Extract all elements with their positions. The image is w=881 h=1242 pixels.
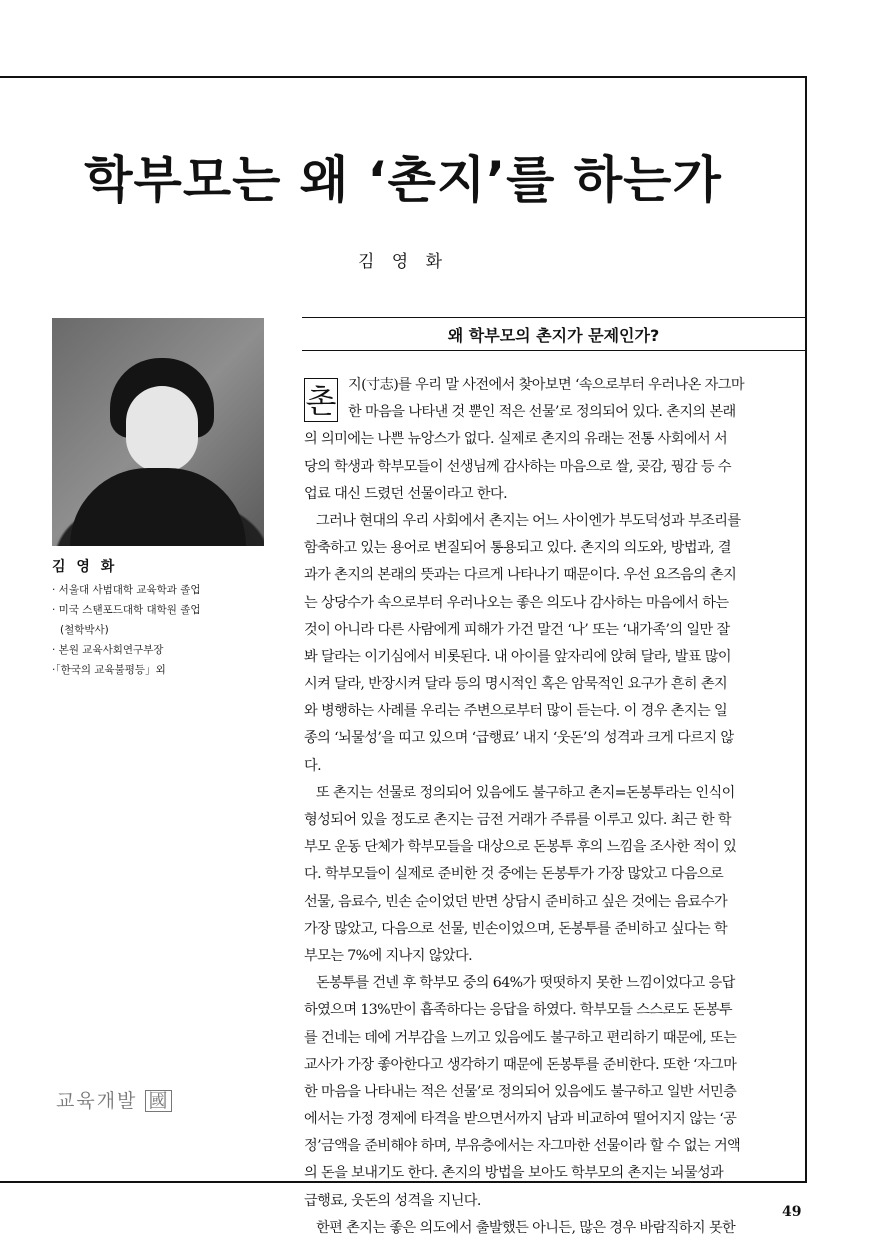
section-rule-bottom (302, 350, 805, 351)
body-line: 또 촌지는 선물로 정의되어 있음에도 불구하고 촌지=돈봉투라는 인식이 (316, 784, 735, 801)
body-line: 부모는 7%에 지나지 않았다. (304, 947, 472, 964)
body-line: 것이 아니라 다른 사람에게 피해가 가건 말건 ‘나’ 또는 ‘내가족’의 일만 잘 (304, 621, 730, 638)
body-line: 를 건네는 데에 거부감을 느끼고 있음에도 불구하고 편리하기 때문에, 또는 (304, 1029, 737, 1046)
body-line: 는 상당수가 속으로부터 우러나오는 좋은 의도나 감사하는 마음에서 하는 (304, 594, 729, 611)
body-line: 에서는 가정 경제에 타격을 받으면서까지 남과 비교하여 떨어지지 않는 ‘공 (304, 1111, 737, 1128)
drop-cap: 촌 (304, 378, 338, 422)
body-line: 업료 대신 드렸던 선물이라고 한다. (304, 485, 508, 502)
logo-text: 교육개발 (56, 1090, 138, 1112)
logo-box: 國 (145, 1090, 172, 1112)
photo-body (70, 468, 246, 546)
body-line: 교사가 가장 좋아한다고 생각하기 때문에 돈봉투를 준비한다. 또한 ‘자그마 (304, 1056, 737, 1073)
body-line: 돈봉투를 건넨 후 학부모 중의 64%가 떳떳하지 못한 느낌이었다고 응답 (316, 975, 735, 992)
author-bio (52, 556, 267, 680)
author-photo (52, 318, 264, 546)
publisher-logo (56, 1086, 172, 1113)
bio-item: (철학박사) (60, 624, 109, 636)
body-line: 봐 달라는 이기심에서 비롯된다. 내 아이를 앞자리에 앉혀 달라, 발표 많이 (304, 648, 731, 665)
body-line: 선물, 음료수, 빈손 순이었던 반면 상담시 준비하고 싶은 것에는 음료수가 (304, 893, 728, 910)
body-line: 하였으며 13%만이 흡족하다는 응답을 하였다. 학부모들 스스로도 돈봉투 (304, 1002, 732, 1019)
article-title: 학부모는 왜 ‘촌지’를 하는가 (84, 151, 722, 209)
frame-top-rule (0, 76, 806, 78)
body-line: 와 병행하는 사례를 우리는 주변으로부터 많이 듣는다. 이 경우 촌지는 일 (304, 703, 728, 720)
body-line: 가장 많았고, 다음으로 선물, 빈손이었으며, 돈봉투를 준비하고 싶다는 학 (304, 920, 728, 937)
bio-item: · 서울대 사범대학 교육학과 졸업 (52, 584, 201, 596)
bio-item: · 미국 스탠포드대학 대학원 졸업 (52, 604, 201, 616)
photo-face (126, 386, 198, 472)
body-line: 종의 ‘뇌물성’을 띠고 있으며 ‘급행료’ 내지 ‘웃돈’의 성격과 크게 다르지 않 (304, 730, 734, 747)
body-line: 함축하고 있는 용어로 변질되어 통용되고 있다. 촌지의 의도와, 방법과, 결 (304, 540, 731, 557)
body-line: 정’금액을 준비해야 하며, 부유층에서는 자그마한 선물이라 할 수 없는 거액 (304, 1138, 741, 1155)
body-line: 한 마음을 나타내는 적은 선물’로 정의되어 있음에도 불구하고 일반 서민층 (304, 1083, 737, 1100)
section-rule-top (302, 317, 805, 318)
bio-item: ·「한국의 교육불평등」외 (52, 664, 166, 676)
bio-name: 김 영 화 (52, 559, 118, 575)
section-title: 왜 학부모의 촌지가 문제인가? (447, 326, 660, 345)
body-line: 과가 촌지의 본래의 뜻과는 다르게 나타나기 때문이다. 우선 요즈음의 촌지 (304, 567, 737, 584)
article-author: 김 영 화 (357, 252, 449, 272)
body-line: 의 돈을 보내기도 한다. 촌지의 방법을 보아도 학부모의 촌지는 뇌물성과 (304, 1165, 724, 1182)
body-line: 그러나 현대의 우리 사회에서 촌지는 어느 사이엔가 부도덕성과 부조리를 (316, 512, 741, 529)
body-line: 지(寸志)를 우리 말 사전에서 찾아보면 ‘속으로부터 우러나온 자그마 (348, 377, 744, 393)
body-line: 한편 촌지는 좋은 의도에서 출발했든 아니든, 많은 경우 바람직하지 못한 (316, 1219, 736, 1236)
page-number: 49 (782, 1204, 802, 1220)
bio-list (52, 580, 267, 680)
body-line: 다. 학부모들이 실제로 준비한 것 중에는 돈봉투가 가장 많았고 다음으로 (304, 866, 724, 883)
body-line: 다. (304, 757, 322, 774)
bio-item: · 본원 교육사회연구부장 (52, 644, 164, 656)
body-line: 한 마음을 나타낸 것 뿐인 적은 선물’로 정의되어 있다. 촌지의 본래 (348, 404, 736, 421)
body-line: 당의 학생과 학부모들이 선생님께 감사하는 마음으로 쌀, 곶감, 꿩감 등 수 (304, 458, 731, 475)
body-line: 부모 운동 단체가 학부모들을 대상으로 돈봉투 후의 느낌을 조사한 적이 있 (304, 839, 737, 856)
body-line: 의 의미에는 나쁜 뉴앙스가 없다. 실제로 촌지의 유래는 전통 사회에서 서 (304, 431, 728, 448)
frame-right-rule (805, 76, 807, 1182)
body-line: 시켜 달라, 반장시켜 달라 등의 명시적인 혹은 암묵적인 요구가 흔히 촌지 (304, 676, 728, 693)
article-body (304, 372, 800, 1242)
body-line: 급행료, 웃돈의 성격을 지닌다. (304, 1192, 481, 1209)
body-line: 형성되어 있을 정도로 촌지는 금전 거래가 주류를 이루고 있다. 최근 한 학 (304, 812, 731, 828)
